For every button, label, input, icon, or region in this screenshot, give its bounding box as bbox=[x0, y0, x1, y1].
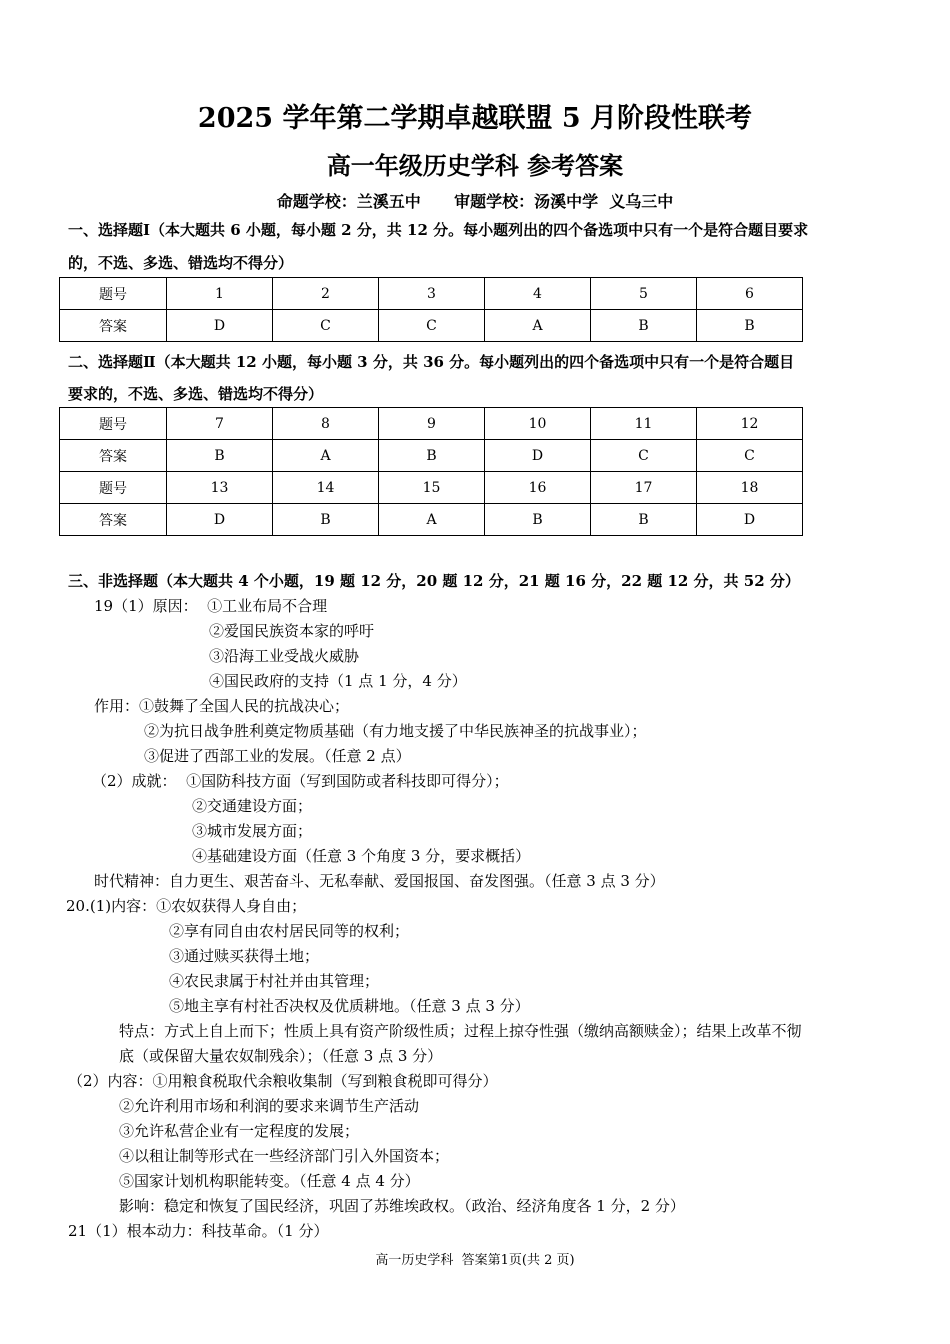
table-cell: 8 bbox=[273, 408, 379, 440]
answer-line: （2）内容：①用粮食税取代余粮收集制（写到粮食税即可得分） bbox=[68, 1072, 498, 1090]
section1-answer-table bbox=[59, 277, 803, 342]
table-cell: B bbox=[591, 310, 697, 342]
table-row bbox=[60, 408, 803, 440]
answer-line: ⑤国家计划机构职能转变。（任意 4 点 4 分） bbox=[119, 1172, 420, 1190]
table-cell: B bbox=[591, 504, 697, 536]
schools-line: 命题学校：兰溪五中 审题学校：汤溪中学 义乌三中 bbox=[276, 192, 674, 211]
table-cell: C bbox=[379, 310, 485, 342]
answer-line: ③城市发展方面； bbox=[192, 822, 313, 840]
answer-line: ②为抗日战争胜利奠定物质基础（有力地支援了中华民族神圣的抗战事业）； bbox=[144, 722, 647, 740]
answer-line: ③通过赎买获得土地； bbox=[169, 947, 320, 965]
table-cell: 题号 bbox=[60, 408, 167, 440]
table-cell: 14 bbox=[273, 472, 379, 504]
table-cell: 13 bbox=[167, 472, 273, 504]
answer-line: ④基础建设方面（任意 3 个角度 3 分，要求概括） bbox=[192, 847, 531, 865]
answer-line: ②享有同自由农村居民同等的权利； bbox=[169, 922, 410, 940]
table-cell: D bbox=[167, 310, 273, 342]
table-cell: 12 bbox=[697, 408, 803, 440]
section1-heading: 一、选择题Ⅰ（本大题共 6 小题，每小题 2 分，共 12 分。每小题列出的四个备选项中只有一个是符合题目要求 bbox=[68, 221, 809, 239]
answer-line: ③促进了西部工业的发展。（任意 2 点） bbox=[144, 747, 411, 765]
answer-line: ④国民政府的支持（1 点 1 分，4 分） bbox=[209, 672, 467, 690]
page-footer: 高一历史学科 答案第1页(共 2 页) bbox=[375, 1253, 575, 1268]
answer-line: ③允许私营企业有一定程度的发展； bbox=[119, 1122, 360, 1140]
table-row bbox=[60, 472, 803, 504]
page-title: 2025 学年第二学期卓越联盟 5 月阶段性联考 bbox=[197, 103, 753, 134]
answer-line: ②爱国民族资本家的呼吁 bbox=[209, 622, 375, 640]
table-row bbox=[60, 278, 803, 310]
answer-line: ⑤地主享有村社否决权及优质耕地。（任意 3 点 3 分） bbox=[169, 997, 530, 1015]
table-row bbox=[60, 440, 803, 472]
answer-line: 20.(1)内容：①农奴获得人身自由； bbox=[66, 897, 307, 915]
table-cell: 答案 bbox=[60, 504, 167, 536]
table-cell: 17 bbox=[591, 472, 697, 504]
table-cell: 6 bbox=[697, 278, 803, 310]
table-cell: 18 bbox=[697, 472, 803, 504]
table-cell: A bbox=[379, 504, 485, 536]
table-cell: 7 bbox=[167, 408, 273, 440]
table-cell: 5 bbox=[591, 278, 697, 310]
answer-line: ③沿海工业受战火威胁 bbox=[209, 647, 360, 665]
answer-line: ④以租让制等形式在一些经济部门引入外国资本； bbox=[119, 1147, 450, 1165]
section1-heading-cont: 的，不选、多选、错选均不得分） bbox=[68, 254, 294, 272]
answer-line: 21（1）根本动力：科技革命。（1 分） bbox=[68, 1222, 329, 1240]
answer-line: 影响：稳定和恢复了国民经济，巩固了苏维埃政权。（政治、经济角度各 1 分，2 分） bbox=[119, 1197, 685, 1215]
table-cell: B bbox=[697, 310, 803, 342]
table-cell: D bbox=[485, 440, 591, 472]
section2-answer-table bbox=[59, 407, 803, 536]
answer-line: ④农民隶属于村社并由其管理； bbox=[169, 972, 380, 990]
page-subtitle: 高一年级历史学科 参考答案 bbox=[326, 151, 624, 180]
table-cell: 题号 bbox=[60, 472, 167, 504]
table-cell: C bbox=[591, 440, 697, 472]
table-cell: C bbox=[273, 310, 379, 342]
table-cell: B bbox=[379, 440, 485, 472]
table-cell: B bbox=[167, 440, 273, 472]
table-cell: D bbox=[167, 504, 273, 536]
table-cell: 16 bbox=[485, 472, 591, 504]
table-cell: 1 bbox=[167, 278, 273, 310]
table-cell: 4 bbox=[485, 278, 591, 310]
answer-line: ②交通建设方面； bbox=[192, 797, 313, 815]
table-cell: D bbox=[697, 504, 803, 536]
table-row bbox=[60, 310, 803, 342]
answer-line: 特点：方式上自上而下；性质上具有资产阶级性质；过程上掠夺性强（缴纳高额赎金）；结果上改革不彻 bbox=[119, 1022, 802, 1040]
table-cell: 10 bbox=[485, 408, 591, 440]
section3-heading: 三、非选择题（本大题共 4 个小题，19 题 12 分，20 题 12 分，21 题 16 分，22 题 12 分，共 52 分） bbox=[68, 572, 800, 590]
table-cell: 题号 bbox=[60, 278, 167, 310]
table-cell: A bbox=[273, 440, 379, 472]
answer-line: 19（1）原因： ①工业布局不合理 bbox=[94, 597, 328, 615]
answer-line: 作用：①鼓舞了全国人民的抗战决心； bbox=[94, 697, 350, 715]
table-cell: A bbox=[485, 310, 591, 342]
table-cell: B bbox=[273, 504, 379, 536]
table-cell: 11 bbox=[591, 408, 697, 440]
answer-line: （2）成就： ①国防科技方面（写到国防或者科技即可得分）； bbox=[92, 772, 509, 790]
table-cell: 答案 bbox=[60, 310, 167, 342]
table-cell: 9 bbox=[379, 408, 485, 440]
section2-heading: 二、选择题Ⅱ（本大题共 12 小题，每小题 3 分，共 36 分。每小题列出的四个备选项中只有一个是符合题目 bbox=[68, 353, 795, 371]
table-cell: 15 bbox=[379, 472, 485, 504]
answer-line: 时代精神：自力更生、艰苦奋斗、无私奉献、爱国报国、奋发图强。（任意 3 点 3 分） bbox=[94, 872, 665, 890]
table-cell: 2 bbox=[273, 278, 379, 310]
table-cell: 3 bbox=[379, 278, 485, 310]
table-cell: C bbox=[697, 440, 803, 472]
answer-line: ②允许利用市场和利润的要求来调节生产活动 bbox=[119, 1097, 420, 1115]
answer-line: 底（或保留大量农奴制残余）；（任意 3 点 3 分） bbox=[119, 1047, 443, 1065]
table-row bbox=[60, 504, 803, 536]
table-cell: 答案 bbox=[60, 440, 167, 472]
section2-heading-cont: 要求的，不选、多选、错选均不得分） bbox=[68, 385, 324, 403]
table-cell: B bbox=[485, 504, 591, 536]
